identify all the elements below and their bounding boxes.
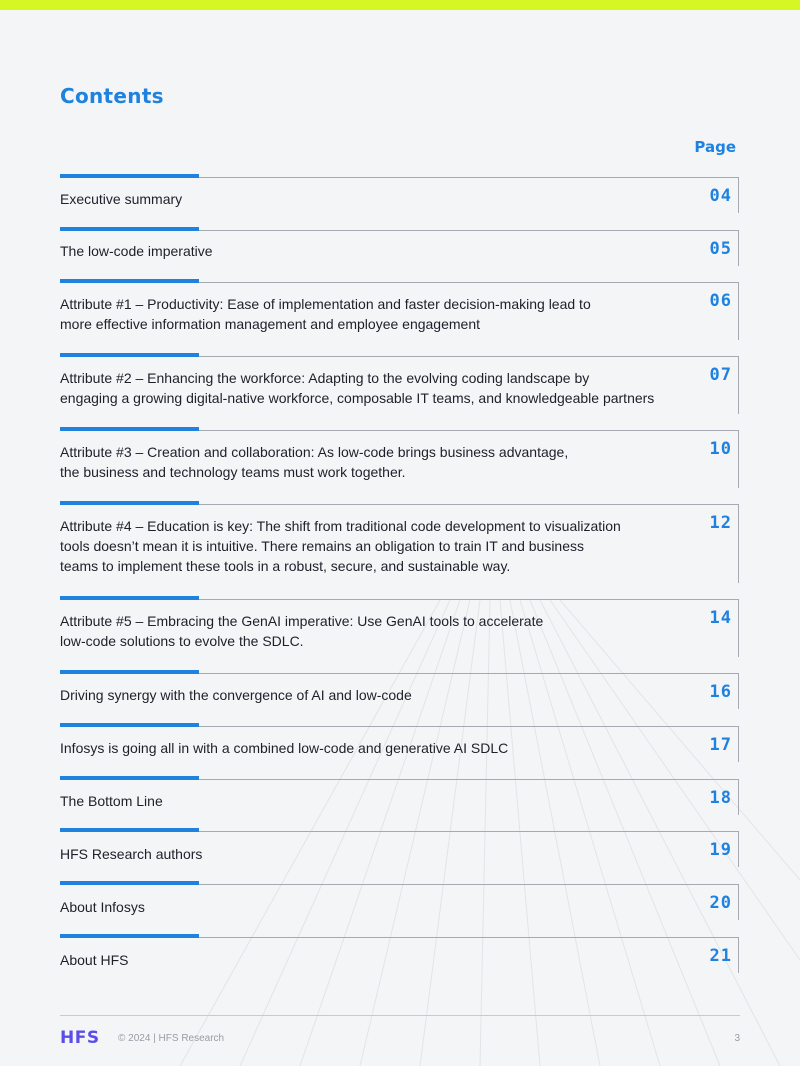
toc-entry[interactable] xyxy=(60,937,740,973)
toc-entry-edge xyxy=(738,230,739,266)
toc-entry-label: About Infosys xyxy=(60,899,145,915)
toc-entry-accent xyxy=(60,596,199,600)
toc-entry[interactable] xyxy=(60,779,740,815)
toc-entry-edge xyxy=(738,831,739,867)
toc-entry-edge xyxy=(738,430,739,488)
toc-entry-accent xyxy=(60,501,199,505)
toc-entry-page-number: 16 xyxy=(709,682,732,702)
toc-entry-label: Executive summary xyxy=(60,191,183,207)
toc-entry[interactable] xyxy=(60,884,740,920)
toc-entry-accent xyxy=(60,934,199,938)
toc-entry-label: Attribute #2 – Enhancing the workforce: Adapting to the evolving coding landscape by engaging a growing digital-native workforce, composable IT teams, and knowledgeable partners xyxy=(60,370,655,406)
toc-entry[interactable] xyxy=(60,599,740,657)
footer-divider xyxy=(60,1015,740,1016)
toc-entry-page-number: 20 xyxy=(709,893,732,913)
toc-entry[interactable] xyxy=(60,430,740,488)
toc-entry-accent xyxy=(60,670,199,674)
toc-entry-label: The low-code imperative xyxy=(60,243,213,259)
toc-entry-edge xyxy=(738,673,739,709)
toc-entry[interactable] xyxy=(60,831,740,867)
toc-entry-accent xyxy=(60,174,199,178)
toc-entry-label: Driving synergy with the convergence of AI and low-code xyxy=(60,687,412,703)
hfs-logo: HFS xyxy=(60,1028,100,1048)
toc-entry[interactable] xyxy=(60,356,740,414)
toc-entry-page-number: 14 xyxy=(709,608,732,628)
contents-title: Contents xyxy=(60,84,164,108)
toc-entry-accent xyxy=(60,776,199,780)
toc-entry-page-number: 10 xyxy=(709,439,732,459)
toc-entry[interactable] xyxy=(60,177,740,213)
toc-entry-label: HFS Research authors xyxy=(60,846,203,862)
footer-page-number: 3 xyxy=(734,1033,740,1044)
toc-entry-accent xyxy=(60,723,199,727)
toc-entry-page-number: 19 xyxy=(709,840,732,860)
toc-entry-page-number: 06 xyxy=(709,291,732,311)
toc-entry-label: Attribute #3 – Creation and collaboration: As low-code brings business advantage, the business and technology teams must work together. xyxy=(60,444,569,480)
toc-entry-edge xyxy=(738,779,739,815)
toc-entry-accent xyxy=(60,279,199,283)
toc-entry-edge xyxy=(738,177,739,213)
toc-entry[interactable] xyxy=(60,726,740,762)
toc-entry-label: About HFS xyxy=(60,952,129,968)
toc-entry[interactable] xyxy=(60,282,740,340)
top-accent-bar xyxy=(0,0,800,10)
toc-entry-page-number: 07 xyxy=(709,365,732,385)
toc-entry-page-number: 04 xyxy=(709,186,732,206)
toc-entry-label: Infosys is going all in with a combined low-code and generative AI SDLC xyxy=(60,740,509,756)
footer-copyright: © 2024 | HFS Research xyxy=(118,1033,225,1044)
toc-entry-label: Attribute #5 – Embracing the GenAI imperative: Use GenAI tools to accelerate low-code solutions to evolve the SDLC. xyxy=(60,613,544,649)
toc-entry-accent xyxy=(60,828,199,832)
toc-entry[interactable] xyxy=(60,230,740,266)
toc-entry-page-number: 12 xyxy=(709,513,732,533)
page-column-header: Page xyxy=(694,138,736,156)
toc-entry-page-number: 05 xyxy=(709,239,732,259)
toc-entry-page-number: 17 xyxy=(709,735,732,755)
toc-entry-edge xyxy=(738,884,739,920)
toc-entry-label: Attribute #1 – Productivity: Ease of implementation and faster decision-making lead to more effective information management and employee engagement xyxy=(60,296,591,332)
toc-entry-edge xyxy=(738,504,739,583)
toc-entry-accent xyxy=(60,353,199,357)
toc-entry-label: The Bottom Line xyxy=(60,793,163,809)
toc-entry-edge xyxy=(738,282,739,340)
toc-entry[interactable] xyxy=(60,673,740,709)
toc-entry-edge xyxy=(738,356,739,414)
toc-entry-edge xyxy=(738,599,739,657)
toc-entry-accent xyxy=(60,227,199,231)
toc-entry-label: Attribute #4 – Education is key: The shift from traditional code development to visualization tools doesn’t mean it is intuitive. There remains an obligation to train IT and business teams to implement these tools in a robust, secure, and sustainable way. xyxy=(60,518,621,574)
toc-entry-page-number: 21 xyxy=(709,946,732,966)
toc-entry-edge xyxy=(738,726,739,762)
toc-entry-accent xyxy=(60,427,199,431)
toc-entry-edge xyxy=(738,937,739,973)
toc-entry-page-number: 18 xyxy=(709,788,732,808)
toc-entry[interactable] xyxy=(60,504,740,583)
toc-entry-accent xyxy=(60,881,199,885)
